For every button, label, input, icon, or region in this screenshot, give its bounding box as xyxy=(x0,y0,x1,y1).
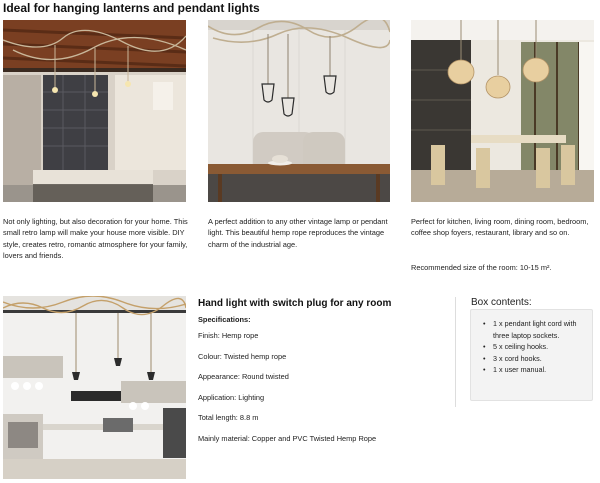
page-heading: Ideal for hanging lanterns and pendant lights xyxy=(3,1,260,15)
spec-application: Application: Lighting xyxy=(198,392,265,402)
product-photo-kitchen-counter xyxy=(3,296,186,479)
spec-appearance: Appearance: Round twisted xyxy=(198,372,289,382)
box-item-manual: • 1 x user manual. xyxy=(481,364,589,376)
box-item-cord: • 1 x pendant light cord with three laptop sockets. xyxy=(481,318,589,341)
caption-room-size: Recommended size of the room: 10-15 m². xyxy=(411,263,552,272)
specs-title: Hand light with switch plug for any room xyxy=(198,298,392,309)
box-contents-title: Box contents: xyxy=(471,297,532,308)
caption-rooms: Perfect for kitchen, living room, dining room, bedroom, coffee shop foyers, restaurant, library and so on. xyxy=(411,217,589,238)
caption-decoration: Not only lighting, but also decoration for your home. This small retro lamp will make your house more visible. DIY style, creates retro, romantic atmosphere for your family, lovers and friends. xyxy=(3,217,188,261)
specs-list xyxy=(198,331,376,455)
product-photo-rattan-lanterns xyxy=(411,20,594,202)
box-item-cord-hooks: • 3 x cord hooks. xyxy=(481,353,589,365)
spec-colour: Colour: Twisted hemp rope xyxy=(198,351,287,361)
product-photo-kitchen xyxy=(3,20,186,202)
box-item-ceiling-hooks: • 5 x ceiling hooks. xyxy=(481,341,589,353)
spec-material: Mainly material: Copper and PVC Twisted Hemp Rope xyxy=(198,433,377,443)
spec-finish: Finish: Hemp rope xyxy=(198,331,259,340)
section-divider xyxy=(455,297,456,407)
product-photo-dining-cage xyxy=(208,20,390,202)
caption-vintage: A perfect addition to any other vintage lamp or pendant light. This beautiful hemp rope reproduces the vintage charm of the industrial age. xyxy=(208,217,388,249)
box-contents-panel xyxy=(470,309,593,401)
spec-total-length: Total length: 8.8 m xyxy=(198,413,259,423)
specs-subtitle: Specifications: xyxy=(198,315,251,324)
box-contents-list xyxy=(481,318,589,376)
